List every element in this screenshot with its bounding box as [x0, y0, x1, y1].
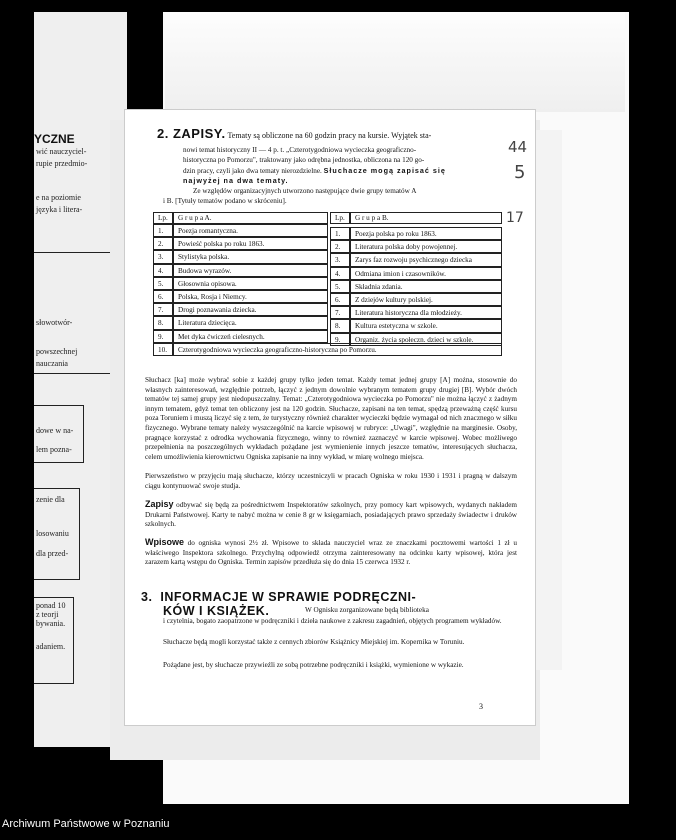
table-cell-topic-a: Poezja romantyczna. — [173, 224, 328, 237]
section-2-heading: 2. ZAPISY. — [157, 126, 226, 141]
text-line: i B. [Tytuły tematów podano w skróceniu]. — [163, 197, 287, 205]
left-line: zenie dla — [36, 495, 65, 504]
text-line: Tematy są obliczone na 60 godzin pracy na kursie. Wyjątek sta- — [227, 131, 432, 140]
paragraph-wpisowe: Wpisowe do ogniska wynosi 2½ zł. Wpisowe to składa nauczyciel wraz ze znaczkami pocztowemi wartości 1 zł u właściwego Inspektora szkolnego. Przychylną odpowiedź otrzyma zainteresowany na odcinku karty wpisowej, która jest zarazem kartą wstępu do Ogniska. Termin zapisów przedłuża się do dnia 15 czerwca 1932 r. — [145, 537, 517, 567]
text-line: najwyżej na dwa tematy. — [183, 176, 289, 185]
table-cell-lp: 6. — [330, 293, 350, 306]
table-cell-lp: 3. — [153, 250, 173, 263]
page-number: 3 — [479, 702, 483, 711]
text-line: nowi temat historyczny II — 4 p. t. „Czterotygodniowa wycieczka geograficzno- — [183, 146, 417, 154]
left-line: losowaniu — [36, 529, 69, 538]
table-cell-topic-a: Powieść polska po roku 1863. — [173, 237, 328, 250]
pencil-mark: 44 — [508, 138, 528, 156]
text-line: W Ognisku zorganizowane będą biblioteka — [305, 606, 429, 614]
left-line: lem pozna- — [36, 445, 72, 454]
left-line: dowe w na- — [36, 426, 74, 435]
left-line: słowotwór- — [36, 318, 73, 327]
paragraph-s3c: Pożądane jest, by słuchacze przywieźli ze sobą potrzebne podręczniki i książki, wymienione w wykazie. — [163, 661, 464, 669]
left-line: ponad 10 — [36, 601, 66, 610]
section-3-heading-cont: KÓW I KSIĄŻEK. — [163, 604, 270, 618]
text-line: dzin pracy, czyli jako dwa tematy nierozdzielne. Słuchacze mogą zapisać się — [183, 166, 446, 175]
paragraph-s3b: Słuchacze będą mogli korzystać także z cennych zbiorów Książnicy Miejskiej im. Kopernika w Toruniu. — [163, 638, 465, 646]
table-cell-lp: 9. — [153, 330, 173, 343]
table-cell-topic-b: Kultura estetyczna w szkole. — [350, 319, 502, 332]
table-cell-lp: 4. — [330, 267, 350, 280]
table-cell-lp: 7. — [153, 303, 173, 316]
paragraph-s3: i czytelnia, bogato zaopatrzone w podręczniki i dzieła naukowe z zakresu zagadnień, objętych programem wykładów. — [163, 617, 502, 625]
left-line: z teorji — [36, 610, 59, 619]
table-cell-topic-b: Literatura historyczna dla młodzieży. — [350, 306, 502, 319]
table-cell-topic-b: Z dziejów kultury polskiej. — [350, 293, 502, 306]
table-cell-topic-a: Głosownia opisowa. — [173, 277, 328, 290]
table-cell-topic-b: Składnia zdania. — [350, 280, 502, 293]
table-cell-lp: 6. — [153, 290, 173, 303]
table-cell-topic-a: Stylistyka polska. — [173, 250, 328, 263]
table-cell-lp: 1. — [153, 224, 173, 237]
table-header-lp: Lp. — [330, 212, 350, 224]
section-3-heading: 3. INFORMACJE W SPRAWIE PODRĘCZNI- — [141, 590, 417, 604]
text-line: historyczna po Pomorzu", traktowany jako odrębna jednostka, obliczona na 120 go- — [183, 156, 425, 164]
tape-strip — [165, 12, 625, 112]
table-cell-topic-a: Czterotygodniowa wycieczka geograficzno-historyczna po Pomorzu. — [173, 343, 502, 356]
left-line: rupie przedmio- — [36, 159, 88, 168]
table-cell-lp: 2. — [330, 240, 350, 253]
table-cell-lp: 3. — [330, 253, 350, 266]
table-cell-lp: 5. — [153, 277, 173, 290]
left-line: nauczania — [36, 359, 68, 368]
table-cell-topic-b: Organiz. życia społeczn. dzieci w szkole. — [350, 333, 502, 346]
table-cell-topic-a: Polska, Rosja i Niemcy. — [173, 290, 328, 303]
table-cell-topic-a: Met dyka ćwiczeń cielesnych. — [173, 330, 328, 343]
table-cell-topic-b: Poezja polska po roku 1863. — [350, 227, 502, 240]
table-cell-lp: 1. — [330, 227, 350, 240]
left-line: adaniem. — [36, 642, 66, 651]
paragraph-choice: Słuchacz [ka] może wybrać sobie z każdej grupy tylko jeden temat. Każdy temat jednej grupy [A] można, stosownie do własnych zainteresowań, względnie potrzeb, łączyć z jednym dowolnie wybranym tematem grupy drugiej [B]. Wybór dwóch tematów tej samej grupy jest niedopuszczalny. Temat: „Czterotygodniowa wycieczka po Pomorzu" nie można łączyć z żadnym innym tematem, gdyż temat ten obliczony jest na 120 godzin. Słuchacze, zapisani na ten temat, spędzą przeważną część kursu poza Toruniem i muszą liczyć się z tem, że turystyczny również charakter wycieczki będzie wymagał od nich znacznego w siłku fizycznego. Wybrane tematy należy wyszczególnić na karcie wpisowej w rubryce: „Uwagi", względnie na marginesie. Osoby, pragnące korzystać z odrodka wychowania fizycznego, winny to również zaznaczyć w karcie wpisowej. Wobec możliwego przepełnienia na poszczególnych wykładach pożądane jest wymienienie innych jeszcze tematów, interesujących słuchacza, celem umożliwienia kierownictwu Ogniska zapisanie na inny wykład, w miarę wolnego miejsca. — [145, 376, 517, 461]
left-line: powszechnej — [36, 347, 78, 356]
paragraph-zapisy: Zapisy odbywać się będą za pośrednictwem Inspektoratów szkolnych, przy pomocy kart wpisowych, wydanych nakładem Drukarni Państwowej. Karty te nabyć można w cenie 8 gr w księgarniach, posiadających prawo sprzedaży świadectw i druków szkolnych. — [145, 499, 517, 529]
left-line: e na poziomie — [36, 193, 81, 202]
table-cell-lp: 7. — [330, 306, 350, 319]
table-cell-lp: 2. — [153, 237, 173, 250]
table-cell-lp: 8. — [330, 319, 350, 332]
pencil-mark: 5 — [514, 162, 526, 183]
table-header-group-b: G r u p a B. — [350, 212, 502, 224]
text-line: Ze względów organizacyjnych utworzono następujące dwie grupy tematów A — [193, 187, 417, 195]
table-cell-topic-a: Literatura dziecięca. — [173, 316, 328, 329]
table-header-lp: Lp. — [153, 212, 173, 224]
pencil-mark: 17 — [506, 210, 524, 226]
left-line: dla przed- — [36, 549, 69, 558]
left-line: języka i litera- — [36, 205, 83, 214]
table-cell-topic-b: Odmiana imion i czasowników. — [350, 267, 502, 280]
section-2-intro — [157, 126, 517, 141]
left-heading-fragment: YCZNE — [34, 132, 75, 146]
table-cell-topic-a: Budowa wyrazów. — [173, 264, 328, 277]
paragraph-priority: Pierwszeństwo w przyjęciu mają słuchacze, którzy uczestniczyli w pracach Ogniska w roku 1930 i 1931 i pragną w dalszym ciągu kontynuować swoje studja. — [145, 472, 517, 490]
left-line: wić nauczyciel- — [36, 147, 87, 156]
table-cell-lp: 9. — [330, 333, 350, 346]
main-page — [124, 109, 536, 726]
table-cell-lp: 4. — [153, 264, 173, 277]
table-cell-lp: 8. — [153, 316, 173, 329]
left-line: bywania. — [36, 619, 66, 628]
table-cell-topic-b: Literatura polska doby powojennej. — [350, 240, 502, 253]
table-cell-lp: 10. — [153, 343, 173, 356]
table-header-group-a: G r u p a A. — [173, 212, 328, 224]
groups-table — [153, 212, 503, 365]
table-cell-topic-b: Zarys faz rozwoju psychicznego dziecka — [350, 253, 502, 266]
table-cell-topic-a: Drogi poznawania dziecka. — [173, 303, 328, 316]
archive-caption: Archiwum Państwowe w Poznaniu — [2, 818, 170, 830]
table-cell-lp: 5. — [330, 280, 350, 293]
